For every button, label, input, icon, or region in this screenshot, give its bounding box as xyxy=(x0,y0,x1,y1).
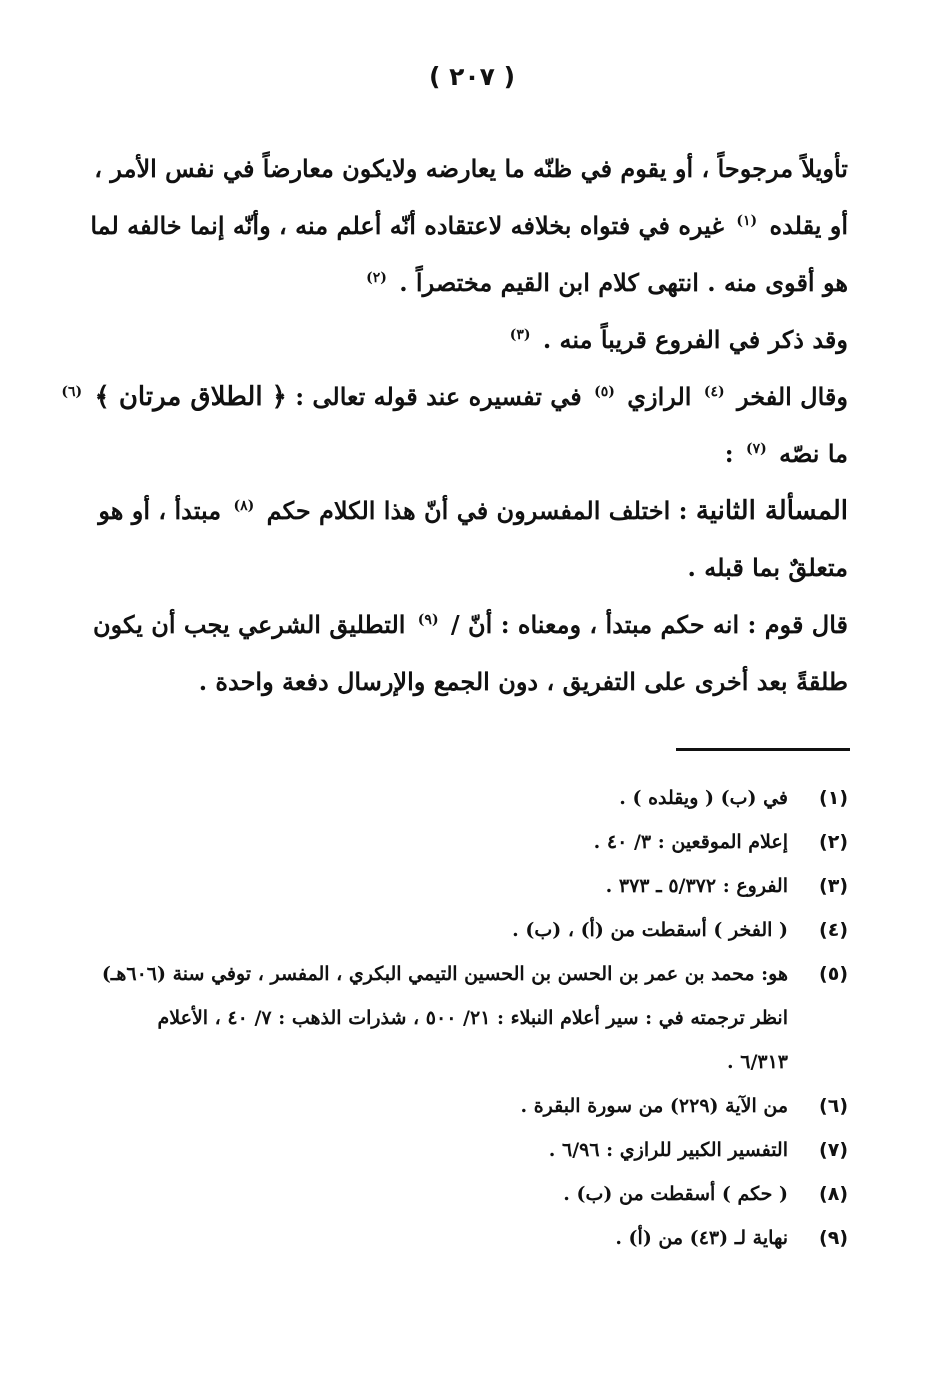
body-text-segment: : xyxy=(724,439,742,468)
main-body-text xyxy=(61,140,848,710)
body-text-segment: هو أقوى منه . انتهى كلام ابن القيم مختصراً . xyxy=(390,268,848,297)
body-text-segment: الرازي xyxy=(618,382,700,411)
footnote-item xyxy=(136,908,848,952)
footnote-item xyxy=(136,1084,848,1128)
footnote-reference: (١) xyxy=(736,213,758,229)
footnote-line: من الآية (٢٢٩) من سورة البقرة . xyxy=(520,1095,788,1117)
footnote-line: ( حكم ) أسقطت من (ب) . xyxy=(563,1183,788,1205)
body-text-segment xyxy=(86,382,94,411)
footnote-text xyxy=(136,1128,788,1172)
body-text-segment: ما نصّه xyxy=(770,439,848,468)
footnote-text xyxy=(136,1084,788,1128)
body-text-segment: أو يقلده xyxy=(761,211,848,240)
footnote-item xyxy=(136,1128,848,1172)
body-line xyxy=(90,197,848,254)
body-line xyxy=(128,311,848,368)
body-line xyxy=(128,425,848,482)
body-text-segment: تأويلاً مرجوحاً ، أو يقوم في ظنّه ما يعارضه ولايكون معارضاً في نفس الأمر ، xyxy=(94,154,848,183)
footnote-line: الفروع : ٥/٣٧٢ ـ ٣٧٣ . xyxy=(605,875,788,897)
body-line xyxy=(61,368,848,425)
footnote-line: نهاية لـ (٤٣) من (أ) . xyxy=(615,1227,788,1249)
footnote-reference: (٩) xyxy=(417,612,439,628)
footnote-item xyxy=(136,1172,848,1216)
body-line xyxy=(128,539,848,596)
footnote-text xyxy=(136,864,788,908)
footnote-item xyxy=(136,820,848,864)
emphasized-text: المسألة الثانية xyxy=(695,496,848,526)
footnote-text xyxy=(102,952,788,1084)
footnote-text xyxy=(136,1216,788,1260)
footnote-line: هو: محمد بن عمر بن الحسن بن الحسين التيمي البكري ، المفسر ، توفي سنة (٦٠٦هـ) xyxy=(101,963,788,985)
body-line xyxy=(128,653,848,710)
body-text-segment: طلقةً بعد أخرى على التفريق ، دون الجمع والإرسال دفعة واحدة . xyxy=(198,667,848,696)
body-text-segment: مبتدأ ، أو هو xyxy=(98,496,230,525)
footnote-reference: (٤) xyxy=(703,384,725,400)
footnote-reference: (٨) xyxy=(233,498,255,514)
footnote-item xyxy=(136,1216,848,1260)
body-text-segment: قال قوم : انه حكم مبتدأ ، ومعناه : أنّ / xyxy=(442,610,848,639)
footnote-text xyxy=(136,1172,788,1216)
footnote-item xyxy=(136,864,848,908)
body-line xyxy=(94,140,848,197)
footnote-number: (٥) xyxy=(819,963,848,985)
body-text-segment: وقال الفخر xyxy=(728,382,848,411)
footnote-reference: (٧) xyxy=(745,441,767,457)
page-number: ( ٢٠٧ ) xyxy=(428,62,516,91)
footnote-item xyxy=(101,952,848,1084)
body-text-segment: التطليق الشرعي يجب أن يكون xyxy=(92,610,414,639)
footnote-line: التفسير الكبير للرازي : ٦/٩٦ . xyxy=(548,1139,788,1161)
footnote-line: ٦/٣١٣ . xyxy=(727,1051,788,1073)
body-text-segment: وقد ذكر في الفروع قريباً منه . xyxy=(534,325,848,354)
footnote-number: (٤) xyxy=(819,919,848,941)
body-line xyxy=(92,596,848,653)
body-text-segment: في تفسيره عند قوله تعالى : xyxy=(286,382,591,411)
footnote-divider xyxy=(676,748,850,751)
footnote-line: انظر ترجمته في : سير أعلام النبلاء : ٢١/ ٥٠٠ ، شذرات الذهب : ٧/ ٤٠ ، الأعلام xyxy=(157,1007,788,1029)
body-line xyxy=(98,482,848,539)
emphasized-text: ﴿ الطلاق مرتان ﴾ xyxy=(94,382,287,412)
footnote-number: (٣) xyxy=(819,875,848,897)
footnote-text xyxy=(136,908,788,952)
footnote-reference: (٦) xyxy=(61,384,83,400)
footnote-line: في (ب) ( ويقلده ) . xyxy=(619,787,788,809)
footnote-number: (٧) xyxy=(819,1139,848,1161)
footnote-number: (٨) xyxy=(819,1183,848,1205)
footnote-item xyxy=(136,776,848,820)
footnote-number: (٢) xyxy=(819,831,848,853)
footnote-reference: (٥) xyxy=(594,384,615,400)
footnote-line: إعلام الموقعين : ٣/ ٤٠ . xyxy=(593,831,788,853)
footnote-number: (٦) xyxy=(819,1095,848,1117)
body-text-segment: متعلقٌ بما قبله . xyxy=(687,553,848,582)
footnote-text xyxy=(136,820,788,864)
body-line xyxy=(128,254,848,311)
footnote-number: (٩) xyxy=(819,1227,848,1249)
footnote-reference: (٣) xyxy=(509,327,531,343)
footnote-line: ( الفخر ) أسقطت من (أ) ، (ب) . xyxy=(512,919,788,941)
footnotes-section xyxy=(101,776,848,1260)
body-text-segment: غيره في فتواه بخلافه لاعتقاده أنّه أعلم منه ، وأنّه إنما خالفه لما xyxy=(90,211,733,240)
footnote-reference: (٢) xyxy=(366,270,387,286)
footnote-text xyxy=(136,776,788,820)
body-text-segment: : اختلف المفسرون في أنّ هذا الكلام حكم xyxy=(258,496,696,525)
footnote-number: (١) xyxy=(819,787,848,809)
